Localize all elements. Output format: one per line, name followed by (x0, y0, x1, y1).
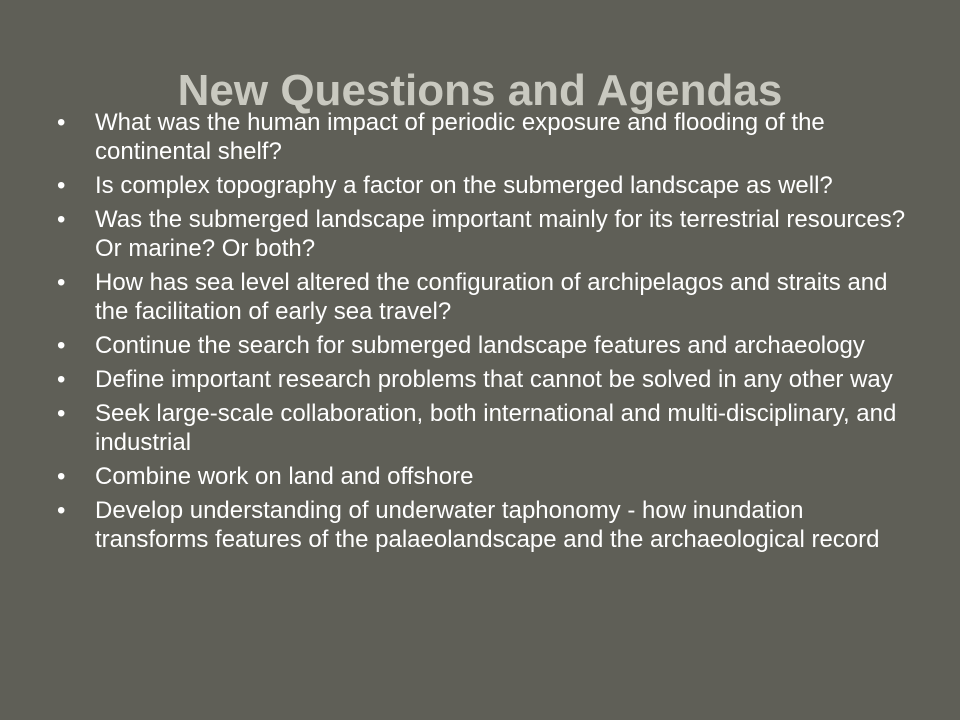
bullet-icon: • (57, 206, 66, 233)
bullet-icon: • (57, 463, 66, 490)
bullet-text: Combine work on land and offshore (95, 463, 474, 490)
bullet-text: How has sea level altered the configuration of archipelagos and straits and the facilitation of early sea travel? (95, 269, 888, 325)
bullet-text: Was the submerged landscape important mainly for its terrestrial resources? Or marine? Or both? (95, 206, 906, 262)
bullet-icon: • (57, 497, 66, 524)
bullet-item (57, 108, 917, 166)
bullet-item (57, 365, 917, 394)
bullet-text: Define important research problems that cannot be solved in any other way (95, 366, 893, 393)
bullet-icon: • (57, 269, 66, 296)
bullet-icon: • (57, 366, 66, 393)
bullet-icon: • (57, 332, 66, 359)
bullet-text: What was the human impact of periodic exposure and flooding of the continental shelf? (95, 109, 825, 165)
bullet-item (57, 496, 917, 554)
bullet-item (57, 331, 917, 360)
bullet-icon: • (57, 109, 66, 136)
bullet-list (57, 108, 917, 559)
bullet-item (57, 399, 917, 457)
bullet-text: Is complex topography a factor on the submerged landscape as well? (95, 172, 833, 199)
bullet-item (57, 462, 917, 491)
bullet-item (57, 205, 917, 263)
bullet-text: Continue the search for submerged landscape features and archaeology (95, 332, 865, 359)
bullet-text: Develop understanding of underwater taphonomy - how inundation transforms features of the palaeolandscape and the archaeological record (95, 497, 880, 553)
bullet-icon: • (57, 400, 66, 427)
bullet-icon: • (57, 172, 66, 199)
slide-title: New Questions and Agendas (177, 66, 783, 116)
bullet-item (57, 268, 917, 326)
bullet-item (57, 171, 917, 200)
bullet-text: Seek large-scale collaboration, both international and multi-disciplinary, and industrial (95, 400, 897, 456)
